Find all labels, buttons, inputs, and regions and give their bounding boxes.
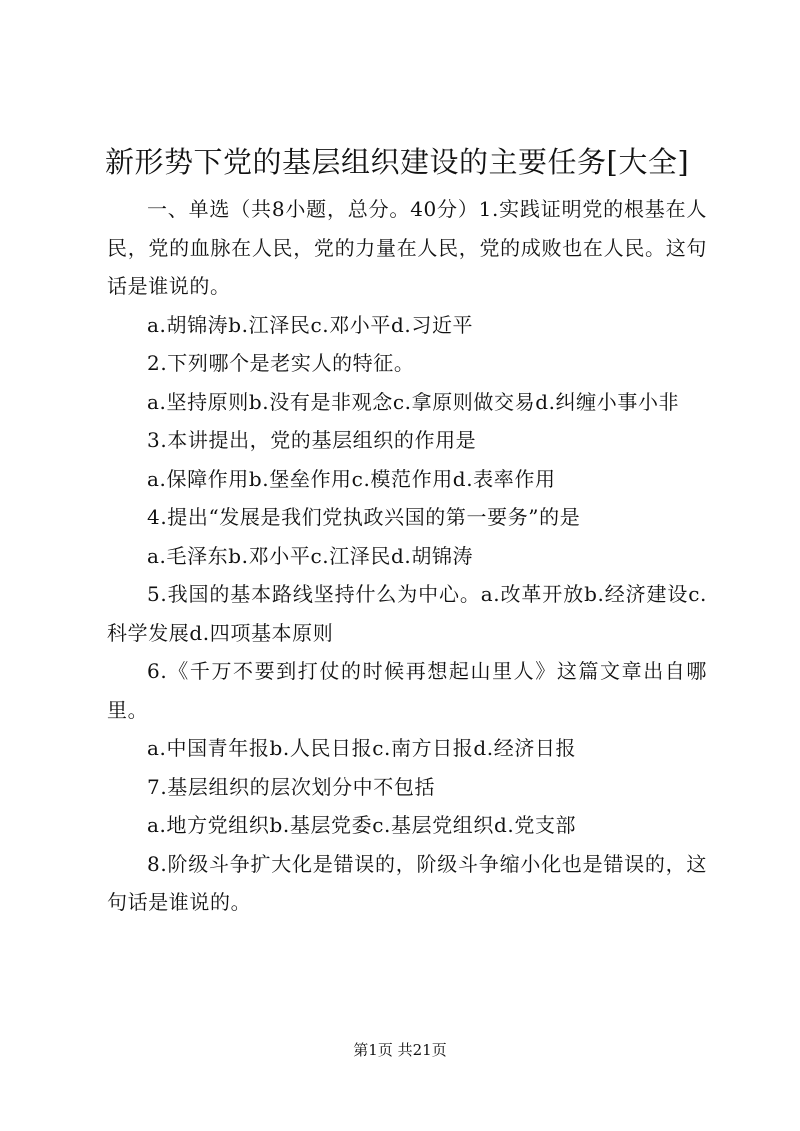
paragraph-options-2: a.坚持原则b.没有是非观念c.拿原则做交易d.纠缠小事小非 (147, 389, 680, 414)
paragraph-options-1: a.胡锦涛b.江泽民c.邓小平d.习近平 (147, 312, 474, 337)
paragraph-question-6: 6.《千万不要到打仗的时候再想起山里人》这篇文章出自哪里。 (107, 659, 707, 722)
paragraph-question-5: 5.我国的基本路线坚持什么为中心。a.改革开放b.经济建设c.科学发展d.四项基本原则 (107, 582, 707, 645)
paragraph-question-3: 3.本讲提出，党的基层组织的作用是 (147, 428, 477, 452)
paragraph-question-4: 4.提出“发展是我们党执政兴国的第一要务”的是 (147, 505, 581, 529)
paragraph-options-7: a.地方党组织b.基层党委c.基层党组织d.党支部 (147, 813, 577, 837)
paragraph-options-4: a.毛泽东b.邓小平c.江泽民d.胡锦涛 (147, 543, 474, 568)
paragraph-question-8: 8.阶级斗争扩大化是错误的，阶级斗争缩小化也是错误的，这句话是谁说的。 (107, 851, 707, 914)
paragraph-question-2: 2.下列哪个是老实人的特征。 (147, 351, 415, 375)
paragraph-question-1: 一、单选（共8小题，总分。40分）1.实践证明党的根基在人民，党的血脉在人民，党的力量在人民，党的成败也在人民。这句话是谁说的。 (107, 197, 707, 298)
paragraph-options-6: a.中国青年报b.人民日报c.南方日报d.经济日报 (147, 736, 577, 760)
paragraph-options-3: a.保障作用b.堡垒作用c.模范作用d.表率作用 (147, 466, 556, 491)
document-body (107, 190, 707, 922)
page-number-footer: 第1页 共21页 (353, 1041, 447, 1059)
paragraph-question-7: 7.基层组织的层次划分中不包括 (147, 774, 436, 799)
document-title: 新形势下党的基层组织建设的主要任务[大全] (105, 145, 690, 179)
